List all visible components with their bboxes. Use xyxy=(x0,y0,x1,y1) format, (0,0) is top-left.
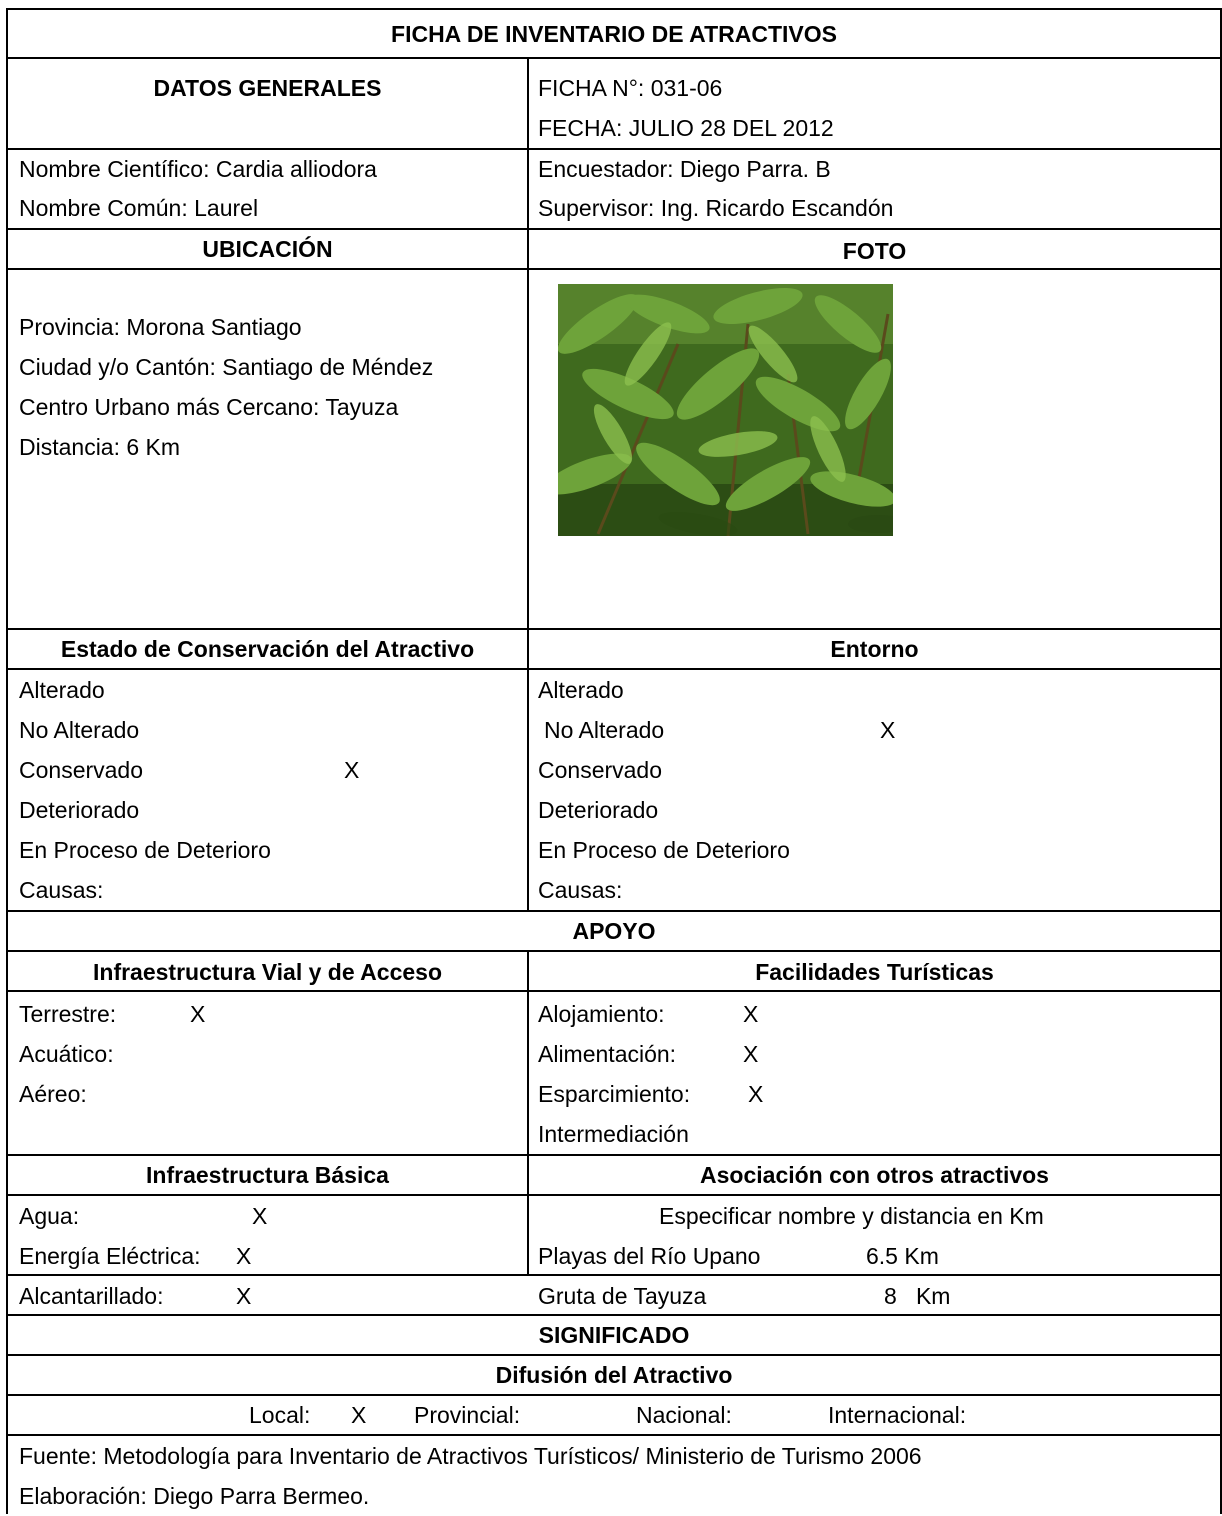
asociacion-distance: 8 Km xyxy=(884,1283,951,1309)
facilidades-mark: X xyxy=(743,1041,759,1067)
basica-mark: X xyxy=(236,1283,252,1309)
vial-header: Infraestructura Vial y de Acceso xyxy=(93,959,442,985)
divider-mid xyxy=(527,950,529,1274)
basica-item: Agua: xyxy=(19,1203,80,1229)
ficha-date: FECHA: JULIO 28 DEL 2012 xyxy=(538,115,834,141)
estado-item: En Proceso de Deterioro xyxy=(19,837,271,863)
asociacion-name: Gruta de Tayuza xyxy=(538,1283,707,1309)
estado-item: Alterado xyxy=(19,677,105,703)
facilidades-item: Alimentación: xyxy=(538,1041,677,1067)
divider-mid xyxy=(527,58,529,911)
difusion-provincial: Provincial: xyxy=(414,1402,521,1428)
facilidades-item: Intermediación xyxy=(538,1121,689,1147)
ubicacion-provincia: Provincia: Morona Santiago xyxy=(19,314,302,340)
foto-header: FOTO xyxy=(842,238,907,264)
hline xyxy=(6,8,1222,10)
elaboracion: Elaboración: Diego Parra Bermeo. xyxy=(19,1483,370,1509)
estado-item: Deteriorado xyxy=(19,797,140,823)
ubicacion-centro: Centro Urbano más Cercano: Tayuza xyxy=(19,394,399,420)
apoyo-header: APOYO xyxy=(572,918,656,944)
facilidades-item: Alojamiento: xyxy=(538,1001,665,1027)
asociacion-subheader: Especificar nombre y distancia en Km xyxy=(659,1203,1044,1229)
entorno-item: Causas: xyxy=(538,877,623,903)
significado-header: SIGNIFICADO xyxy=(538,1322,690,1348)
datos-generales-header: DATOS GENERALES xyxy=(153,75,382,101)
entorno-header: Entorno xyxy=(830,636,919,662)
basica-item: Alcantarillado: xyxy=(19,1283,164,1309)
difusion-internacional: Internacional: xyxy=(828,1402,967,1428)
estado-item: No Alterado xyxy=(19,717,140,743)
facilidades-mark: X xyxy=(743,1001,759,1027)
ubicacion-header: UBICACIÓN xyxy=(202,236,333,262)
difusion-local-mark: X xyxy=(351,1402,367,1428)
vial-mark: X xyxy=(190,1001,206,1027)
ubicacion-distancia: Distancia: 6 Km xyxy=(19,434,181,460)
entorno-item: En Proceso de Deterioro xyxy=(538,837,790,863)
basica-item: Energía Eléctrica: xyxy=(19,1243,201,1269)
estado-item: Conservado xyxy=(19,757,144,783)
estado-item: Causas: xyxy=(19,877,104,903)
supervisor: Supervisor: Ing. Ricardo Escandón xyxy=(538,195,894,221)
estado-header: Estado de Conservación del Atractivo xyxy=(60,636,475,662)
basica-mark: X xyxy=(252,1203,268,1229)
encuestador: Encuestador: Diego Parra. B xyxy=(538,156,831,182)
asociacion-name: Playas del Río Upano xyxy=(538,1243,761,1269)
difusion-nacional: Nacional: xyxy=(636,1402,732,1428)
entorno-item: Deteriorado xyxy=(538,797,659,823)
entorno-item: No Alterado xyxy=(544,717,665,743)
ficha-number: FICHA N°: 031-06 xyxy=(538,75,723,101)
fuente: Fuente: Metodología para Inventario de Atractivos Turísticos/ Ministerio de Turismo 2006 xyxy=(19,1443,922,1469)
asociacion-distance: 6.5 Km xyxy=(866,1243,939,1269)
vial-item: Terrestre: xyxy=(19,1001,117,1027)
hline xyxy=(6,57,1222,59)
entorno-item: Alterado xyxy=(538,677,624,703)
entorno-item: Conservado xyxy=(538,757,663,783)
basica-mark: X xyxy=(236,1243,252,1269)
facilidades-header: Facilidades Turísticas xyxy=(755,959,994,985)
vial-item: Aéreo: xyxy=(19,1081,87,1107)
form-title: FICHA DE INVENTARIO DE ATRACTIVOS xyxy=(391,21,837,47)
difusion-local: Local: xyxy=(249,1402,311,1428)
facilidades-mark: X xyxy=(748,1081,764,1107)
asociacion-header: Asociación con otros atractivos xyxy=(700,1162,1049,1188)
difusion-header: Difusión del Atractivo xyxy=(495,1362,733,1388)
nombre-cientifico: Nombre Científico: Cardia alliodora xyxy=(19,156,377,182)
nombre-comun: Nombre Común: Laurel xyxy=(19,195,259,221)
estado-mark: X xyxy=(344,757,360,783)
vial-item: Acuático: xyxy=(19,1041,114,1067)
basica-header: Infraestructura Básica xyxy=(146,1162,389,1188)
laurel-leaves-photo xyxy=(558,284,893,536)
facilidades-item: Esparcimiento: xyxy=(538,1081,691,1107)
ubicacion-ciudad: Ciudad y/o Cantón: Santiago de Méndez xyxy=(19,354,434,380)
entorno-mark: X xyxy=(880,717,896,743)
